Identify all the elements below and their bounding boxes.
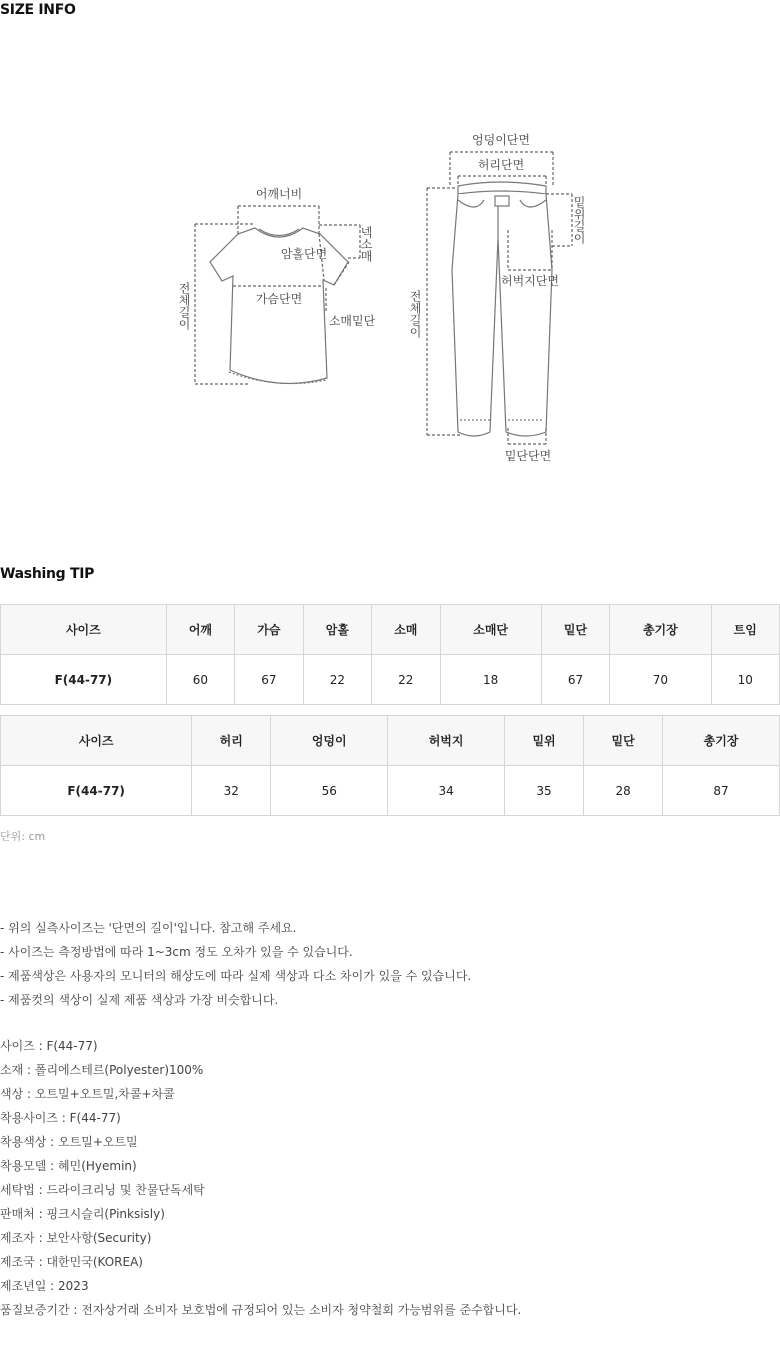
table-header-cell: 엉덩이: [271, 716, 388, 766]
bottom-size-table: [0, 715, 780, 816]
table-cell: 28: [584, 766, 663, 816]
table-header-cell: 가슴: [235, 605, 303, 655]
label-rise: 밑위길이: [572, 196, 586, 244]
table-header-row: [1, 716, 780, 766]
spec-item: 착용사이즈 : F(44-77): [0, 1111, 121, 1125]
table-header-cell: 트임: [711, 605, 780, 655]
table-row: [1, 655, 780, 705]
label-waist: 허리단면: [477, 158, 525, 172]
label-neck-sleeve: 넥소매: [359, 226, 373, 262]
table-cell: 18: [440, 655, 541, 705]
table-header-cell: 어깨: [166, 605, 234, 655]
table-cell: F(44-77): [1, 766, 192, 816]
label-top-total-length: 전체길이: [177, 282, 191, 330]
table-header-cell: 총기장: [610, 605, 711, 655]
label-bottom-total-length: 전체길이: [408, 290, 422, 338]
table-header-cell: 밑위: [505, 716, 584, 766]
washing-tip-title: Washing TIP: [0, 566, 95, 582]
note-item: - 사이즈는 측정방법에 따라 1~3cm 정도 오차가 있을 수 있습니다.: [0, 945, 353, 959]
note-item: - 위의 실측사이즈는 '단면의 길이'입니다. 참고해 주세요.: [0, 921, 297, 935]
spec-item: 품질보증기간 : 전자상거래 소비자 보호법에 규정되어 있는 소비자 청약철회 가능범위를 준수합니다.: [0, 1303, 522, 1317]
table-cell: 34: [388, 766, 505, 816]
size-info-title: SIZE INFO: [0, 2, 76, 18]
spec-item: 제조년일 : 2023: [0, 1279, 89, 1293]
spec-item: 판매처 : 핑크시슬리(Pinksisly): [0, 1207, 165, 1221]
table-header-cell: 암홀: [303, 605, 371, 655]
table-header-cell: 총기장: [663, 716, 780, 766]
table-header-cell: 소매단: [440, 605, 541, 655]
note-item: - 제품컷의 색상이 실제 제품 색상과 가장 비슷합니다.: [0, 993, 279, 1007]
note-item: - 제품색상은 사용자의 모니터의 해상도에 따라 실제 색상과 다소 차이가 있을 수 있습니다.: [0, 969, 472, 983]
label-armhole: 암홀단면: [280, 247, 328, 261]
table-cell: 87: [663, 766, 780, 816]
table-header-row: [1, 605, 780, 655]
table-cell: F(44-77): [1, 655, 167, 705]
table-cell: 60: [166, 655, 234, 705]
unit-label: 단위: cm: [0, 830, 46, 843]
spec-item: 소재 : 폴리에스테르(Polyester)100%: [0, 1063, 204, 1077]
spec-item: 제조자 : 보안사항(Security): [0, 1231, 152, 1245]
spec-item: 색상 : 오트밀+오트밀,차콜+차콜: [0, 1087, 175, 1101]
table-cell: 67: [235, 655, 303, 705]
table-cell: 35: [505, 766, 584, 816]
table-header-cell: 허리: [192, 716, 271, 766]
size-diagram-svg: [0, 120, 780, 480]
table-header-cell: 사이즈: [1, 605, 167, 655]
spec-item: 사이즈 : F(44-77): [0, 1039, 98, 1053]
notes-list: [0, 916, 471, 1012]
table-header-cell: 허벅지: [388, 716, 505, 766]
table-cell: 22: [303, 655, 371, 705]
size-diagram: [0, 120, 780, 480]
table-header-cell: 밑단: [584, 716, 663, 766]
table-cell: 32: [192, 766, 271, 816]
label-thigh: 허벅지단면: [501, 274, 559, 288]
table-cell: 10: [711, 655, 780, 705]
spec-item: 착용모델 : 혜민(Hyemin): [0, 1159, 137, 1173]
spec-item: 착용색상 : 오트밀+오트밀: [0, 1135, 138, 1149]
label-hem: 밑단단면: [504, 449, 552, 463]
spec-item: 세탁법 : 드라이크리닝 및 찬물단독세탁: [0, 1183, 205, 1197]
label-sleeve-hem: 소매밑단: [328, 314, 376, 328]
table-header-cell: 사이즈: [1, 716, 192, 766]
table-cell: 22: [372, 655, 440, 705]
table-header-cell: 소매: [372, 605, 440, 655]
table-cell: 67: [541, 655, 609, 705]
pants-illustration: [452, 182, 552, 436]
top-size-table: [0, 604, 780, 705]
label-shoulder: 어깨너비: [255, 187, 303, 201]
label-chest: 가슴단면: [255, 292, 303, 306]
spec-item: 제조국 : 대한민국(KOREA): [0, 1255, 143, 1269]
table-cell: 70: [610, 655, 711, 705]
table-row: [1, 766, 780, 816]
table-header-cell: 밑단: [541, 605, 609, 655]
table-cell: 56: [271, 766, 388, 816]
label-hip: 엉덩이단면: [472, 133, 530, 147]
product-spec-list: [0, 1034, 521, 1322]
